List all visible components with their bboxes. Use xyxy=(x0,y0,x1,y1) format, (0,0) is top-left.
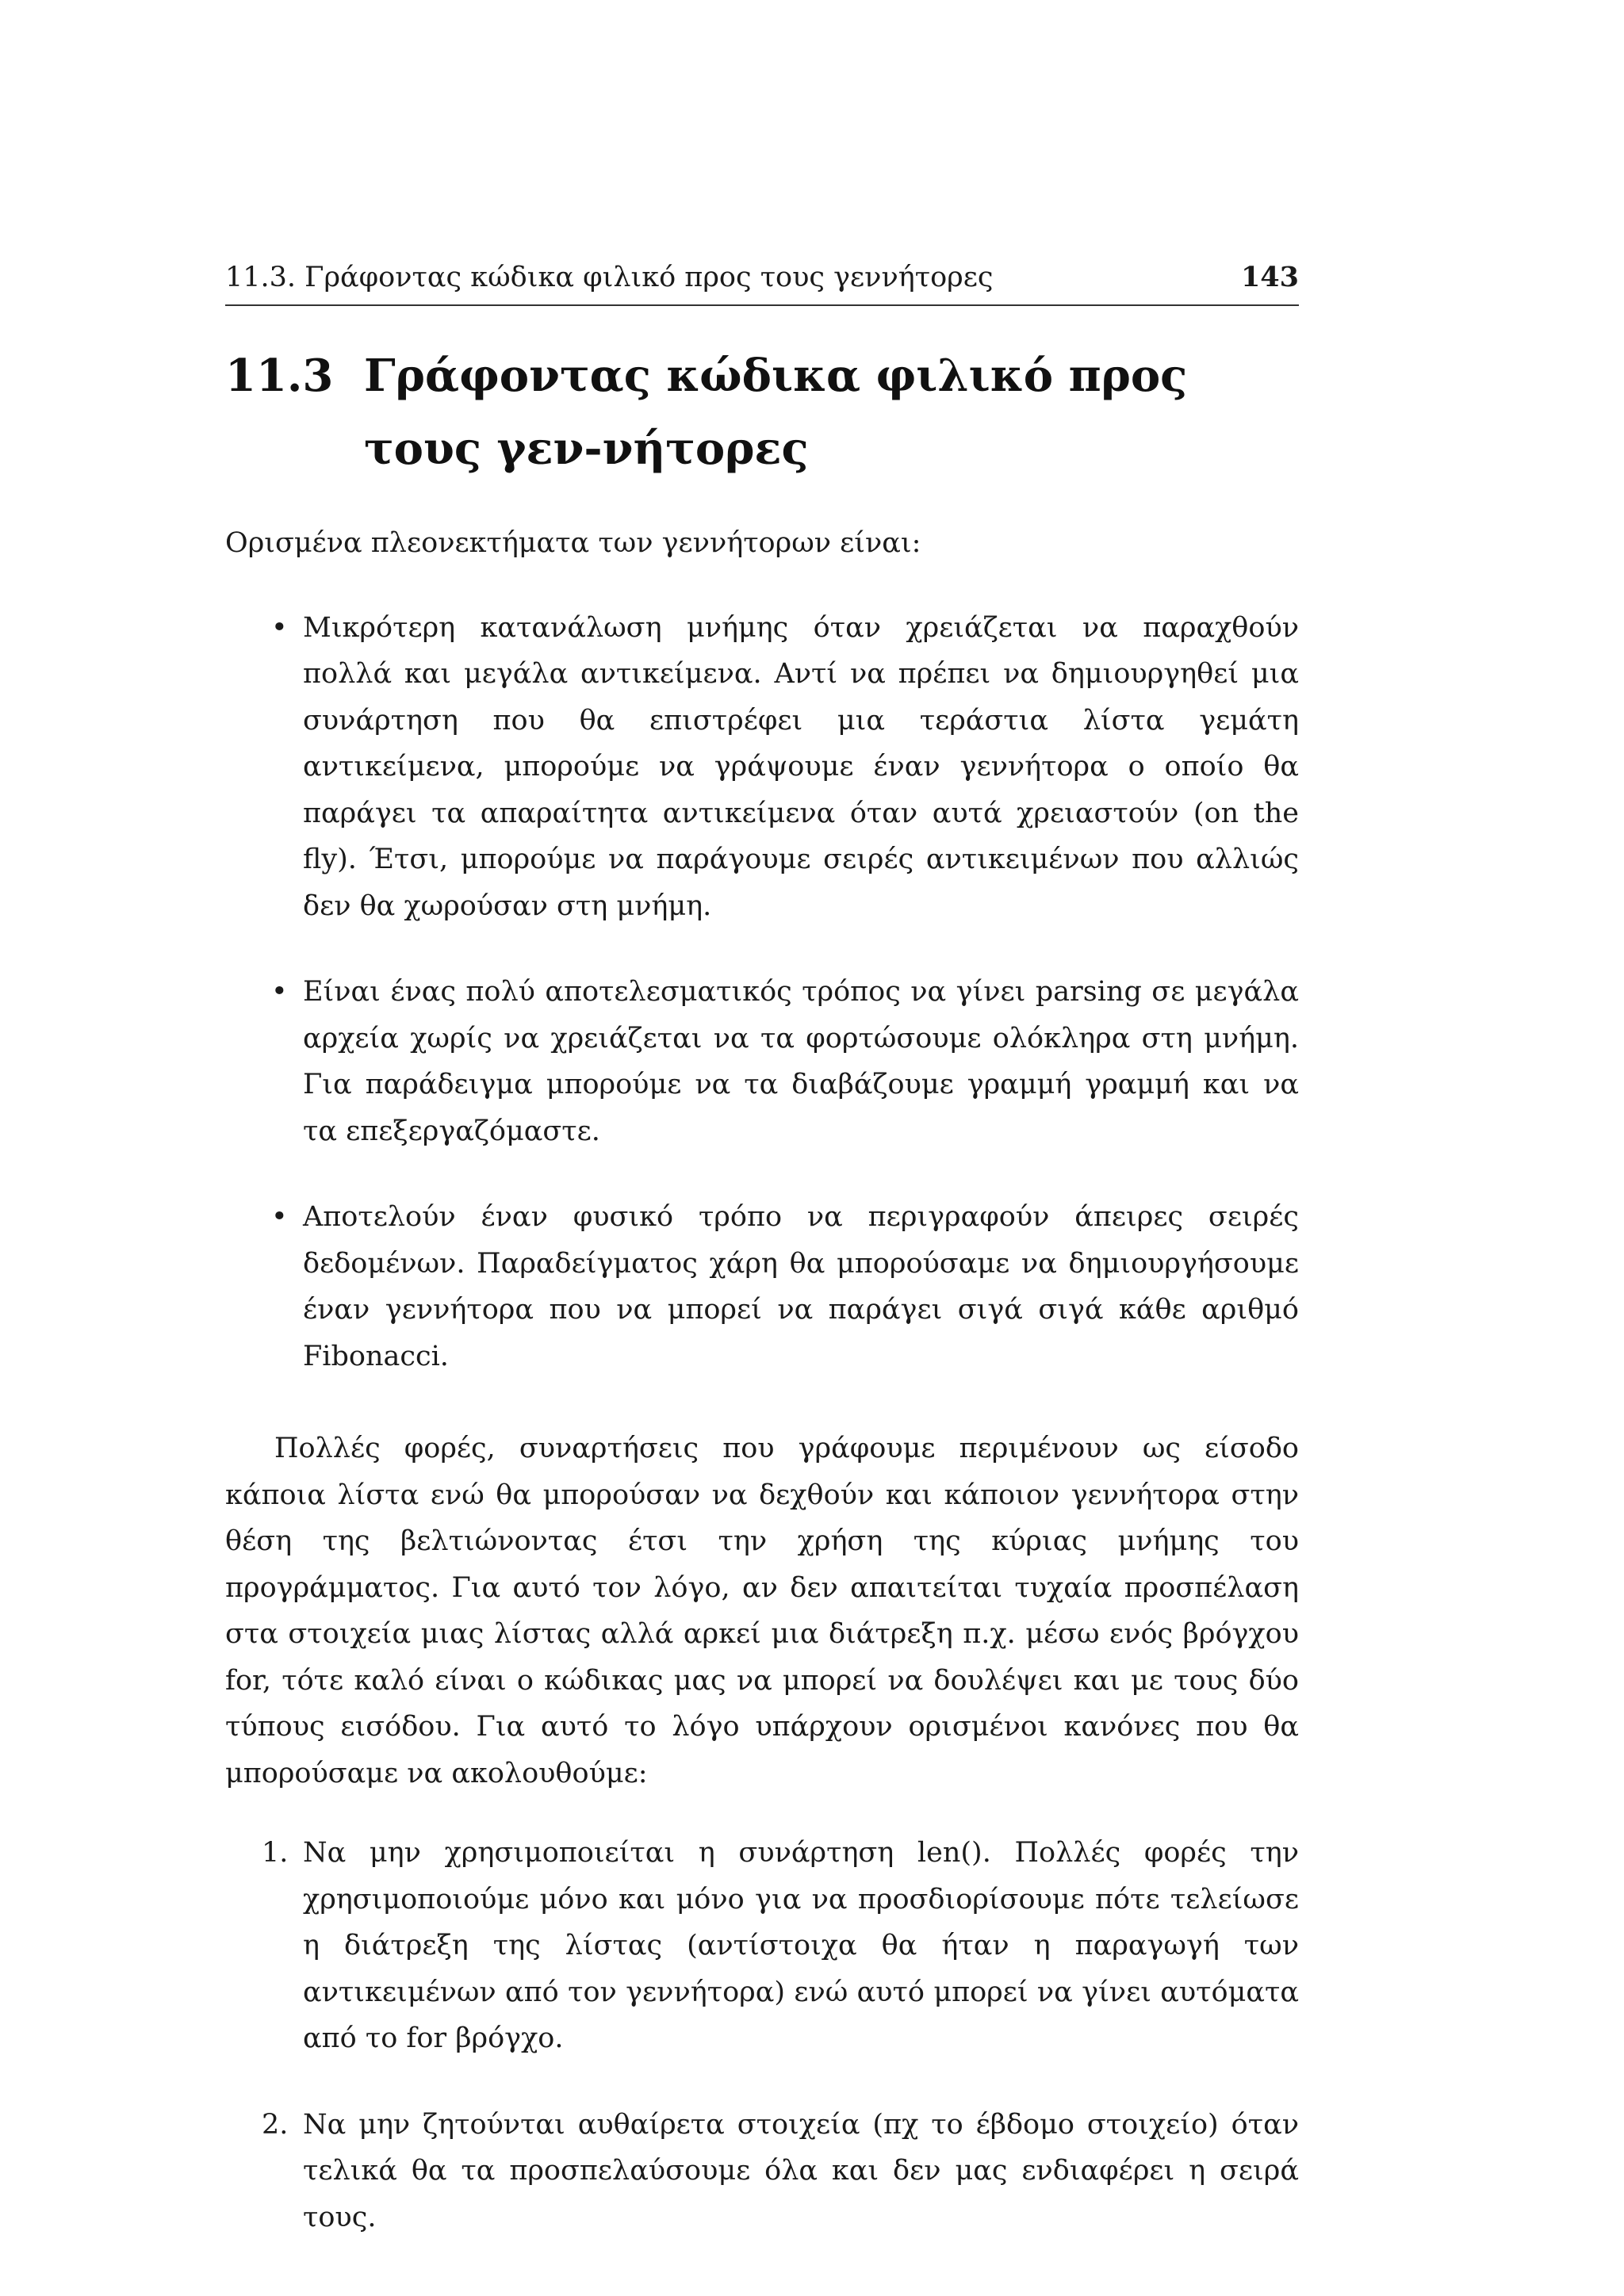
section-title: Γράφοντας κώδικα φιλικό προς τους γεν-νήτορες xyxy=(364,350,1188,475)
intro-paragraph: Ορισμένα πλεονεκτήματα των γεννήτορων είναι: xyxy=(225,527,921,559)
list-item-text: Να μην χρησιμοποιείται η συνάρτηση len(). Πολλές φορές την χρησιμοποιούμε μόνο και μόνο για να προσδιορίσουμε πότε τελείωσε η διάτρεξη της λίστας (αντίστοιχα θα ήταν η παραγωγή των αντικειμένων από τον γεννήτορα) ενώ αυτό μπορεί να γίνει αυτόματα από το for βρόγχο. xyxy=(303,1837,1299,2054)
list-item xyxy=(225,2102,1299,2241)
body-paragraph: Πολλές φορές, συναρτήσεις που γράφουμε περιμένουν ως είσοδο κάποια λίστα ενώ θα μπορούσαν να δεχθούν και κάποιον γεννήτορα στην θέση της βελτιώνοντας έτσι την χρήση της κύριας μνήμης του προγράμματος. Για αυτό τον λόγο, αν δεν απαιτείται τυχαία προσπέλαση στα στοιχεία μιας λίστας αλλά αρκεί μια διάτρεξη π.χ. μέσω ενός βρόγχου for, τότε καλό είναι ο κώδικας μας να μπορεί να δουλέψει και με τους δύο τύπους εισόδου. Για αυτό το λόγο υπάρχουν ορισμένοι κανόνες που θα μπορούσαμε να ακολουθούμε: xyxy=(225,1433,1299,1789)
rules-list xyxy=(225,1830,1299,2241)
list-item-text: Να μην ζητούνται αυθαίρετα στοιχεία (πχ το έβδομο στοιχείο) όταν τελικά θα τα προσπελαύσουμε όλα και δεν μας ενδιαφέρει η σειρά τους. xyxy=(303,2108,1299,2233)
running-title: 11.3. Γράφοντας κώδικα φιλικό προς τους γεννήτορες xyxy=(225,262,994,293)
list-item xyxy=(225,969,1299,1154)
bullet-icon: • xyxy=(271,611,288,644)
list-item-text: Είναι ένας πολύ αποτελεσματικός τρόπος να γίνει parsing σε μεγάλα αρχεία χωρίς να χρειάζεται να τα φορτώσουμε ολόκληρα στη μνήμη. Για παράδειγμα μπορούμε να τα διαβάζουμε γραμμή γραμμή και να τα επεξεργαζόμαστε. xyxy=(303,976,1299,1147)
page-number: 143 xyxy=(1240,261,1299,293)
book-page xyxy=(225,258,1299,2280)
list-item xyxy=(225,1830,1299,2062)
list-item-text: Αποτελούν έναν φυσικό τρόπο να περιγραφούν άπειρες σειρές δεδομένων. Παραδείγματος χάρη θα μπορούσαμε να δημιουργήσουμε έναν γεννήτορα που να μπορεί να παράγει σιγά σιγά κάθε αριθμό Fibonacci. xyxy=(303,1201,1299,1372)
section-heading xyxy=(225,339,1299,485)
advantages-list xyxy=(225,605,1299,1380)
list-number: 1. xyxy=(262,1837,289,1869)
running-header xyxy=(225,258,1299,306)
section-number: 11.3 xyxy=(225,350,334,402)
list-number: 2. xyxy=(262,2108,289,2141)
list-item xyxy=(225,605,1299,930)
bullet-icon: • xyxy=(271,976,288,1008)
bullet-icon: • xyxy=(271,1201,288,1233)
list-item-text: Μικρότερη κατανάλωση μνήμης όταν χρειάζεται να παραχθούν πολλά και μεγάλα αντικείμενα. Αντί να πρέπει να δημιουργηθεί μια συνάρτηση που θα επιστρέφει μια τεράστια λίστα γεμάτη αντικείμενα, μπορούμε να γράψουμε έναν γεννήτορα ο οποίο θα παράγει τα απαραίτητα αντικείμενα όταν αυτά χρειαστούν (on the fly). Έτσι, μπορούμε να παράγουμε σειρές αντικειμένων που αλλιώς δεν θα χωρούσαν στη μνήμη. xyxy=(303,611,1299,922)
list-item xyxy=(225,1194,1299,1380)
